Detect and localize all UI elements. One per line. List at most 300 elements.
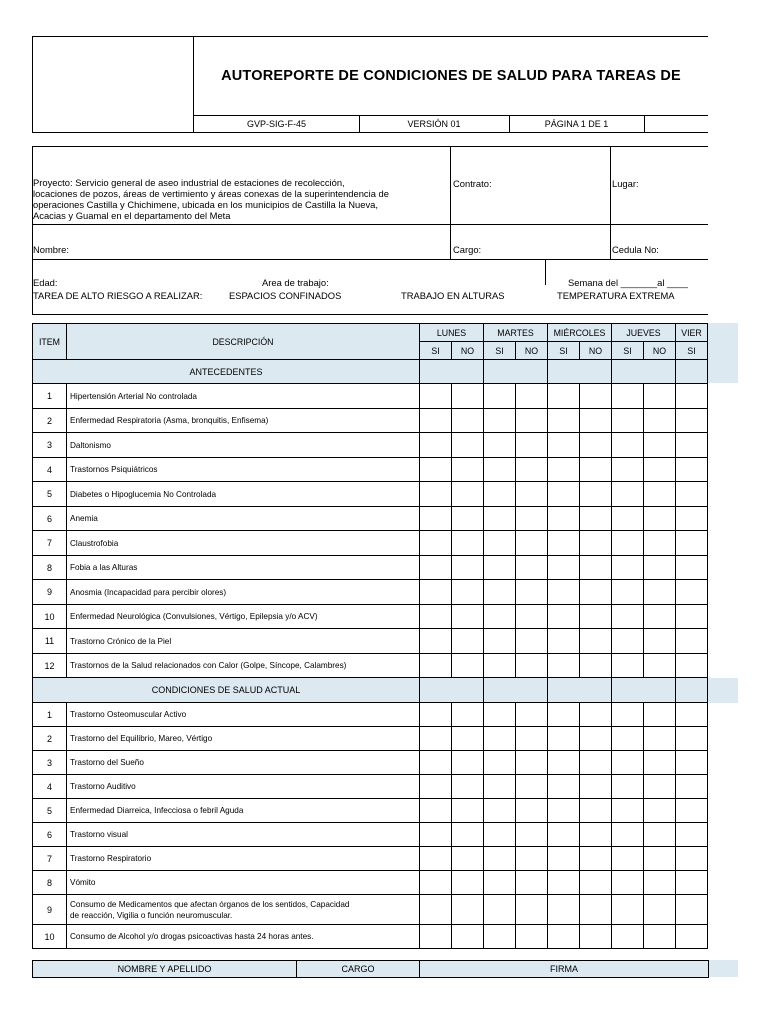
info-divider-2 [610,146,611,260]
no-checkbox-cell[interactable] [452,580,484,605]
no-checkbox-cell[interactable] [452,654,484,678]
si-checkbox-cell[interactable] [548,654,580,678]
tarea-temperatura-extrema[interactable]: TEMPERATURA EXTREMA [557,290,675,301]
area-field[interactable]: Area de trabajo: [262,277,329,288]
si-checkbox-cell[interactable] [548,799,580,823]
no-checkbox-cell[interactable] [644,384,676,409]
si-checkbox-cell[interactable] [676,727,708,751]
si-checkbox-cell[interactable] [612,871,644,895]
si-checkbox-cell[interactable] [420,895,452,925]
no-checkbox-cell[interactable] [644,751,676,775]
no-checkbox-cell[interactable] [644,433,676,458]
no-checkbox-cell[interactable] [580,433,612,458]
si-checkbox-cell[interactable] [612,775,644,799]
form-version: VERSIÓN 01 [359,116,510,133]
no-checkbox-cell[interactable] [452,482,484,507]
item-number: 1 [33,384,67,409]
si-checkbox-cell[interactable] [612,925,644,949]
si-checkbox-cell[interactable] [612,654,644,678]
si-checkbox-cell[interactable] [612,458,644,482]
si-checkbox-cell[interactable] [612,751,644,775]
cargo-field[interactable]: Cargo: [453,244,482,255]
table-row [33,409,708,433]
si-checkbox-cell[interactable] [420,629,452,654]
si-checkbox-cell[interactable] [420,605,452,629]
item-description: Trastornos Psiquiátricos [67,458,420,482]
si-checkbox-cell[interactable] [612,482,644,507]
table-row [33,531,708,556]
si-checkbox-cell[interactable] [484,433,516,458]
si-checkbox-cell[interactable] [676,895,708,925]
no-checkbox-cell[interactable] [516,629,548,654]
no-checkbox-cell[interactable] [644,531,676,556]
si-checkbox-cell[interactable] [676,384,708,409]
no-checkbox-cell[interactable] [452,751,484,775]
no-checkbox-cell[interactable] [580,409,612,433]
si-checkbox-cell[interactable] [612,823,644,847]
no-checkbox-cell[interactable] [452,823,484,847]
si-checkbox-cell[interactable] [548,384,580,409]
si-checkbox-cell[interactable] [676,871,708,895]
no-checkbox-cell[interactable] [644,458,676,482]
no-checkbox-cell[interactable] [580,847,612,871]
no-checkbox-cell[interactable] [580,605,612,629]
firma-header: FIRMA [420,961,709,978]
si-checkbox-cell[interactable] [676,531,708,556]
no-checkbox-cell[interactable] [452,703,484,727]
no-checkbox-cell[interactable] [516,823,548,847]
si-checkbox-cell[interactable] [612,703,644,727]
cedula-field[interactable]: Cedula No: [612,244,659,255]
item-number: 11 [33,629,67,654]
info-divider-1 [450,146,451,260]
no-header: NO [452,342,484,360]
si-checkbox-cell[interactable] [676,751,708,775]
si-checkbox-cell[interactable] [484,580,516,605]
si-checkbox-cell[interactable] [548,507,580,531]
no-checkbox-cell[interactable] [644,775,676,799]
no-checkbox-cell[interactable] [516,895,548,925]
no-checkbox-cell[interactable] [516,580,548,605]
no-checkbox-cell[interactable] [644,871,676,895]
no-checkbox-cell[interactable] [516,925,548,949]
item-number: 10 [33,605,67,629]
no-checkbox-cell[interactable] [580,703,612,727]
col-item-header: ITEM [33,324,67,360]
table-row [33,433,708,458]
health-checklist-table [32,323,708,949]
si-checkbox-cell[interactable] [548,433,580,458]
item-description: Anemia [67,507,420,531]
si-checkbox-cell[interactable] [676,823,708,847]
si-checkbox-cell[interactable] [676,847,708,871]
no-checkbox-cell[interactable] [644,556,676,580]
item-description: Vómito [67,871,420,895]
si-checkbox-cell[interactable] [484,384,516,409]
si-checkbox-cell[interactable] [484,823,516,847]
no-checkbox-cell[interactable] [516,775,548,799]
proyecto-line: locaciones de pozos, áreas de vertimiento y áreas conexas de la superintendencia de [33,188,389,199]
no-checkbox-cell[interactable] [580,384,612,409]
info-row-border-1 [32,224,708,225]
si-checkbox-cell[interactable] [548,775,580,799]
no-checkbox-cell[interactable] [516,727,548,751]
si-checkbox-cell[interactable] [420,482,452,507]
si-checkbox-cell[interactable] [676,799,708,823]
si-checkbox-cell[interactable] [484,751,516,775]
si-checkbox-cell[interactable] [420,384,452,409]
item-number: 3 [33,751,67,775]
footer-band-extension [708,960,738,977]
contrato-field[interactable]: Contrato: [453,178,492,189]
no-checkbox-cell[interactable] [644,895,676,925]
no-checkbox-cell[interactable] [580,531,612,556]
item-number: 7 [33,531,67,556]
si-checkbox-cell[interactable] [676,433,708,458]
si-checkbox-cell[interactable] [548,727,580,751]
item-number: 5 [33,482,67,507]
si-checkbox-cell[interactable] [420,775,452,799]
si-checkbox-cell[interactable] [612,799,644,823]
no-checkbox-cell[interactable] [580,751,612,775]
no-checkbox-cell[interactable] [452,775,484,799]
table-row [33,580,708,605]
si-header: SI [612,342,644,360]
si-checkbox-cell[interactable] [484,507,516,531]
info-row-border-2 [32,259,708,260]
no-checkbox-cell[interactable] [452,727,484,751]
si-checkbox-cell[interactable] [484,629,516,654]
section-band-extension [708,678,738,703]
table-row [33,629,708,654]
item-description: Trastorno del Sueño [67,751,420,775]
no-checkbox-cell[interactable] [644,727,676,751]
si-checkbox-cell[interactable] [548,531,580,556]
si-checkbox-cell[interactable] [484,654,516,678]
no-checkbox-cell[interactable] [452,895,484,925]
si-checkbox-cell[interactable] [612,605,644,629]
table-row [33,605,708,629]
day-jueves: JUEVES [612,324,676,342]
no-checkbox-cell[interactable] [580,458,612,482]
no-checkbox-cell[interactable] [516,433,548,458]
item-description: Enfermedad Respiratoria (Asma, bronquitis, Enfisema) [67,409,420,433]
si-checkbox-cell[interactable] [484,409,516,433]
item-description: Anosmia (Incapacidad para percibir olores) [67,580,420,605]
no-checkbox-cell[interactable] [644,799,676,823]
item-description: Trastorno del Equilibrio, Mareo, Vértigo [67,727,420,751]
si-checkbox-cell[interactable] [612,384,644,409]
si-checkbox-cell[interactable] [420,580,452,605]
si-checkbox-cell[interactable] [612,531,644,556]
si-checkbox-cell[interactable] [420,727,452,751]
no-checkbox-cell[interactable] [452,605,484,629]
no-header: NO [516,342,548,360]
si-checkbox-cell[interactable] [420,458,452,482]
si-checkbox-cell[interactable] [548,605,580,629]
table-row [33,823,708,847]
si-checkbox-cell[interactable] [420,823,452,847]
item-number: 10 [33,925,67,949]
si-checkbox-cell[interactable] [484,895,516,925]
si-checkbox-cell[interactable] [548,751,580,775]
no-checkbox-cell[interactable] [452,507,484,531]
si-checkbox-cell[interactable] [484,925,516,949]
si-checkbox-cell[interactable] [484,775,516,799]
si-checkbox-cell[interactable] [420,799,452,823]
day-martes: MARTES [484,324,548,342]
no-checkbox-cell[interactable] [644,823,676,847]
si-checkbox-cell[interactable] [676,629,708,654]
item-description: Trastorno visual [67,823,420,847]
form-title: AUTOREPORTE DE CONDICIONES DE SALUD PARA TAREAS DE [221,68,681,84]
no-checkbox-cell[interactable] [644,847,676,871]
si-checkbox-cell[interactable] [484,531,516,556]
info-top-border [32,146,708,147]
si-checkbox-cell[interactable] [420,409,452,433]
table-row [33,751,708,775]
si-checkbox-cell[interactable] [420,531,452,556]
proyecto-line: Acacias y Guamal en el departamento del Meta [33,210,231,221]
section-row-antecedentes [33,360,708,384]
no-checkbox-cell[interactable] [452,871,484,895]
si-checkbox-cell[interactable] [420,654,452,678]
no-checkbox-cell[interactable] [516,507,548,531]
table-row [33,871,708,895]
no-checkbox-cell[interactable] [580,895,612,925]
item-description: Diabetes o Hipoglucemia No Controlada [67,482,420,507]
si-checkbox-cell[interactable] [420,433,452,458]
si-checkbox-cell[interactable] [612,580,644,605]
no-checkbox-cell[interactable] [644,703,676,727]
si-checkbox-cell[interactable] [548,871,580,895]
item-description: Trastorno Auditivo [67,775,420,799]
no-checkbox-cell[interactable] [516,605,548,629]
table-row [33,384,708,409]
no-checkbox-cell[interactable] [516,654,548,678]
no-checkbox-cell[interactable] [452,556,484,580]
no-checkbox-cell[interactable] [516,871,548,895]
si-checkbox-cell[interactable] [484,482,516,507]
section-title: ANTECEDENTES [33,360,420,384]
si-checkbox-cell[interactable] [548,580,580,605]
no-checkbox-cell[interactable] [644,482,676,507]
no-checkbox-cell[interactable] [516,799,548,823]
si-header: SI [676,342,708,360]
si-checkbox-cell[interactable] [420,871,452,895]
si-header: SI [484,342,516,360]
si-checkbox-cell[interactable] [676,458,708,482]
item-description: Trastorno Crónico de la Piel [67,629,420,654]
day-miercoles: MIÉRCOLES [548,324,612,342]
si-checkbox-cell[interactable] [676,507,708,531]
table-row [33,775,708,799]
si-checkbox-cell[interactable] [420,925,452,949]
description-line: de reacción, Vigilia o función neuromuscular. [70,910,233,920]
si-checkbox-cell[interactable] [548,409,580,433]
si-checkbox-cell[interactable] [676,703,708,727]
item-number: 12 [33,654,67,678]
table-row [33,556,708,580]
no-checkbox-cell[interactable] [516,384,548,409]
no-checkbox-cell[interactable] [580,580,612,605]
item-description: Trastorno Respiratorio [67,847,420,871]
si-checkbox-cell[interactable] [484,556,516,580]
table-row [33,458,708,482]
si-checkbox-cell[interactable] [548,925,580,949]
item-description [67,895,420,925]
no-checkbox-cell[interactable] [644,605,676,629]
no-checkbox-cell[interactable] [452,409,484,433]
proyecto-line: operaciones Castilla y Chichimene, ubicada en los municipios de Castilla la Nueva, [33,199,378,210]
no-checkbox-cell[interactable] [516,531,548,556]
day-lunes: LUNES [420,324,484,342]
description-line: Consumo de Medicamentos que afectan órganos de los sentidos, Capacidad [70,899,350,909]
info-divider-3 [545,259,546,285]
edad-field[interactable]: Edad: [33,277,58,288]
no-checkbox-cell[interactable] [580,925,612,949]
no-checkbox-cell[interactable] [580,507,612,531]
table-row [33,895,708,925]
si-checkbox-cell[interactable] [548,703,580,727]
item-description: Enfermedad Diarreica, Infecciosa o febril Aguda [67,799,420,823]
no-checkbox-cell[interactable] [580,727,612,751]
no-header: NO [644,342,676,360]
item-number: 2 [33,409,67,433]
tarea-espacios-confinados[interactable]: ESPACIOS CONFINADOS [229,290,342,301]
si-checkbox-cell[interactable] [484,847,516,871]
no-checkbox-cell[interactable] [516,409,548,433]
no-checkbox-cell[interactable] [452,925,484,949]
semana-field[interactable]: Semana del _______al ____ [568,277,688,288]
no-checkbox-cell[interactable] [516,556,548,580]
item-description: Daltonismo [67,433,420,458]
table-row [33,482,708,507]
si-checkbox-cell[interactable] [612,847,644,871]
item-number: 1 [33,703,67,727]
cargo-header: CARGO [297,961,420,978]
section-title: CONDICIONES DE SALUD ACTUAL [33,678,420,703]
si-checkbox-cell[interactable] [548,629,580,654]
item-number: 6 [33,823,67,847]
no-checkbox-cell[interactable] [644,629,676,654]
item-number: 4 [33,458,67,482]
si-checkbox-cell[interactable] [484,605,516,629]
si-checkbox-cell[interactable] [484,871,516,895]
table-row [33,727,708,751]
no-checkbox-cell[interactable] [516,847,548,871]
no-checkbox-cell[interactable] [452,847,484,871]
item-number: 9 [33,895,67,925]
no-checkbox-cell[interactable] [452,531,484,556]
nombre-field[interactable]: Nombre: [33,244,69,255]
si-checkbox-cell[interactable] [420,556,452,580]
no-checkbox-cell[interactable] [452,799,484,823]
no-checkbox-cell[interactable] [580,823,612,847]
item-number: 3 [33,433,67,458]
si-checkbox-cell[interactable] [420,507,452,531]
si-checkbox-cell[interactable] [612,727,644,751]
no-checkbox-cell[interactable] [516,482,548,507]
item-description: Trastornos de la Salud relacionados con Calor (Golpe, Síncope, Calambres) [67,654,420,678]
tarea-trabajo-alturas[interactable]: TRABAJO EN ALTURAS [401,290,505,301]
table-row [33,847,708,871]
no-checkbox-cell[interactable] [452,629,484,654]
no-checkbox-cell[interactable] [580,775,612,799]
item-description: Claustrofobia [67,531,420,556]
si-checkbox-cell[interactable] [612,507,644,531]
si-checkbox-cell[interactable] [676,654,708,678]
si-checkbox-cell[interactable] [420,751,452,775]
si-checkbox-cell[interactable] [676,775,708,799]
item-number: 8 [33,871,67,895]
header-code-row [194,115,708,133]
si-checkbox-cell[interactable] [420,847,452,871]
logo-area [32,36,194,133]
no-checkbox-cell[interactable] [644,507,676,531]
si-checkbox-cell[interactable] [548,895,580,925]
si-checkbox-cell[interactable] [676,605,708,629]
no-checkbox-cell[interactable] [644,409,676,433]
si-checkbox-cell[interactable] [548,458,580,482]
no-checkbox-cell[interactable] [580,556,612,580]
item-number: 5 [33,799,67,823]
no-checkbox-cell[interactable] [580,482,612,507]
day-viernes: VIER [676,324,708,342]
si-checkbox-cell[interactable] [484,727,516,751]
si-checkbox-cell[interactable] [676,556,708,580]
no-checkbox-cell[interactable] [516,751,548,775]
si-checkbox-cell[interactable] [548,823,580,847]
si-checkbox-cell[interactable] [612,409,644,433]
si-checkbox-cell[interactable] [612,629,644,654]
lugar-field[interactable]: Lugar: [612,178,639,189]
no-checkbox-cell[interactable] [644,580,676,605]
si-checkbox-cell[interactable] [676,925,708,949]
item-number: 9 [33,580,67,605]
item-number: 4 [33,775,67,799]
si-checkbox-cell[interactable] [548,556,580,580]
si-checkbox-cell[interactable] [420,703,452,727]
proyecto-field [33,177,389,221]
no-checkbox-cell[interactable] [644,654,676,678]
no-checkbox-cell[interactable] [516,458,548,482]
no-checkbox-cell[interactable] [452,384,484,409]
no-checkbox-cell[interactable] [580,799,612,823]
si-checkbox-cell[interactable] [612,895,644,925]
si-checkbox-cell[interactable] [676,409,708,433]
no-checkbox-cell[interactable] [580,629,612,654]
si-checkbox-cell[interactable] [612,556,644,580]
no-header: NO [580,342,612,360]
si-checkbox-cell[interactable] [484,799,516,823]
si-checkbox-cell[interactable] [484,458,516,482]
item-number: 8 [33,556,67,580]
si-checkbox-cell[interactable] [676,482,708,507]
si-checkbox-cell[interactable] [484,703,516,727]
si-checkbox-cell[interactable] [612,433,644,458]
si-checkbox-cell[interactable] [676,580,708,605]
no-checkbox-cell[interactable] [516,703,548,727]
si-checkbox-cell[interactable] [548,482,580,507]
si-checkbox-cell[interactable] [548,847,580,871]
no-checkbox-cell[interactable] [644,925,676,949]
no-checkbox-cell[interactable] [452,458,484,482]
no-checkbox-cell[interactable] [580,654,612,678]
info-bottom-border [32,314,708,315]
no-checkbox-cell[interactable] [452,433,484,458]
no-checkbox-cell[interactable] [580,871,612,895]
